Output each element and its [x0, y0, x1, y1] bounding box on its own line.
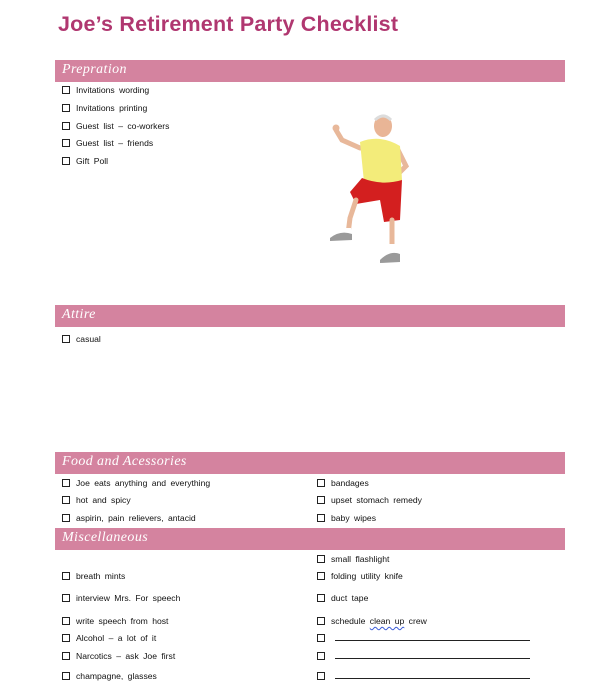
list-item[interactable]: Gift Poll: [62, 156, 108, 166]
list-item[interactable]: bandages: [317, 478, 369, 488]
section-heading: Attire: [62, 307, 96, 322]
checkbox-icon[interactable]: [62, 572, 70, 580]
list-item[interactable]: schedule clean up crew: [317, 616, 427, 626]
blank-line-item[interactable]: [317, 671, 530, 681]
section-header-preparation: [55, 60, 565, 82]
checkbox-icon[interactable]: [317, 634, 325, 642]
checkbox-icon[interactable]: [62, 122, 70, 130]
checkbox-icon[interactable]: [317, 672, 325, 680]
list-item[interactable]: duct tape: [317, 593, 368, 603]
checkbox-icon[interactable]: [62, 652, 70, 660]
blank-line[interactable]: [335, 658, 530, 659]
section-header-food: [55, 452, 565, 474]
checkbox-icon[interactable]: [317, 514, 325, 522]
list-item[interactable]: interview Mrs. For speech: [62, 593, 180, 603]
checkbox-icon[interactable]: [62, 514, 70, 522]
checkbox-icon[interactable]: [62, 157, 70, 165]
list-item[interactable]: casual: [62, 334, 101, 344]
dancing-man-illustration: [320, 108, 415, 270]
checkbox-icon[interactable]: [317, 496, 325, 504]
list-item[interactable]: write speech from host: [62, 616, 168, 626]
section-header-misc: [55, 528, 565, 550]
checkbox-icon[interactable]: [62, 139, 70, 147]
checkbox-icon[interactable]: [62, 634, 70, 642]
list-item[interactable]: Invitations wording: [62, 85, 149, 95]
list-item[interactable]: Invitations printing: [62, 103, 147, 113]
list-item[interactable]: baby wipes: [317, 513, 376, 523]
list-item[interactable]: hot and spicy: [62, 495, 131, 505]
checkbox-icon[interactable]: [62, 479, 70, 487]
list-item[interactable]: upset stomach remedy: [317, 495, 422, 505]
checkbox-icon[interactable]: [317, 572, 325, 580]
list-item[interactable]: Guest list – friends: [62, 138, 153, 148]
list-item[interactable]: folding utility knife: [317, 571, 403, 581]
checkbox-icon[interactable]: [317, 555, 325, 563]
checkbox-icon[interactable]: [62, 104, 70, 112]
checkbox-icon[interactable]: [317, 479, 325, 487]
checkbox-icon[interactable]: [62, 496, 70, 504]
checkbox-icon[interactable]: [62, 594, 70, 602]
checkbox-icon[interactable]: [62, 86, 70, 94]
blank-line-item[interactable]: [317, 633, 530, 643]
blank-line-item[interactable]: [317, 651, 530, 661]
section-heading: Miscellaneous: [62, 530, 149, 545]
page-title: Joe’s Retirement Party Checklist: [58, 12, 399, 36]
list-item[interactable]: Narcotics – ask Joe first: [62, 651, 175, 661]
section-header-attire: [55, 305, 565, 327]
checkbox-icon[interactable]: [317, 617, 325, 625]
list-item[interactable]: small flashlight: [317, 554, 389, 564]
list-item[interactable]: champagne, glasses: [62, 671, 157, 681]
blank-line[interactable]: [335, 640, 530, 641]
list-item[interactable]: Guest list – co-workers: [62, 121, 169, 131]
checkbox-icon[interactable]: [62, 672, 70, 680]
list-item[interactable]: Joe eats anything and everything: [62, 478, 210, 488]
checkbox-icon[interactable]: [62, 335, 70, 343]
list-item[interactable]: breath mints: [62, 571, 125, 581]
list-item[interactable]: Alcohol – a lot of it: [62, 633, 156, 643]
checkbox-icon[interactable]: [317, 594, 325, 602]
section-heading: Food and Acessories: [62, 454, 187, 469]
list-item[interactable]: aspirin, pain relievers, antacid: [62, 513, 196, 523]
blank-line[interactable]: [335, 678, 530, 679]
section-heading: Prepration: [62, 62, 127, 77]
checkbox-icon[interactable]: [62, 617, 70, 625]
checkbox-icon[interactable]: [317, 652, 325, 660]
